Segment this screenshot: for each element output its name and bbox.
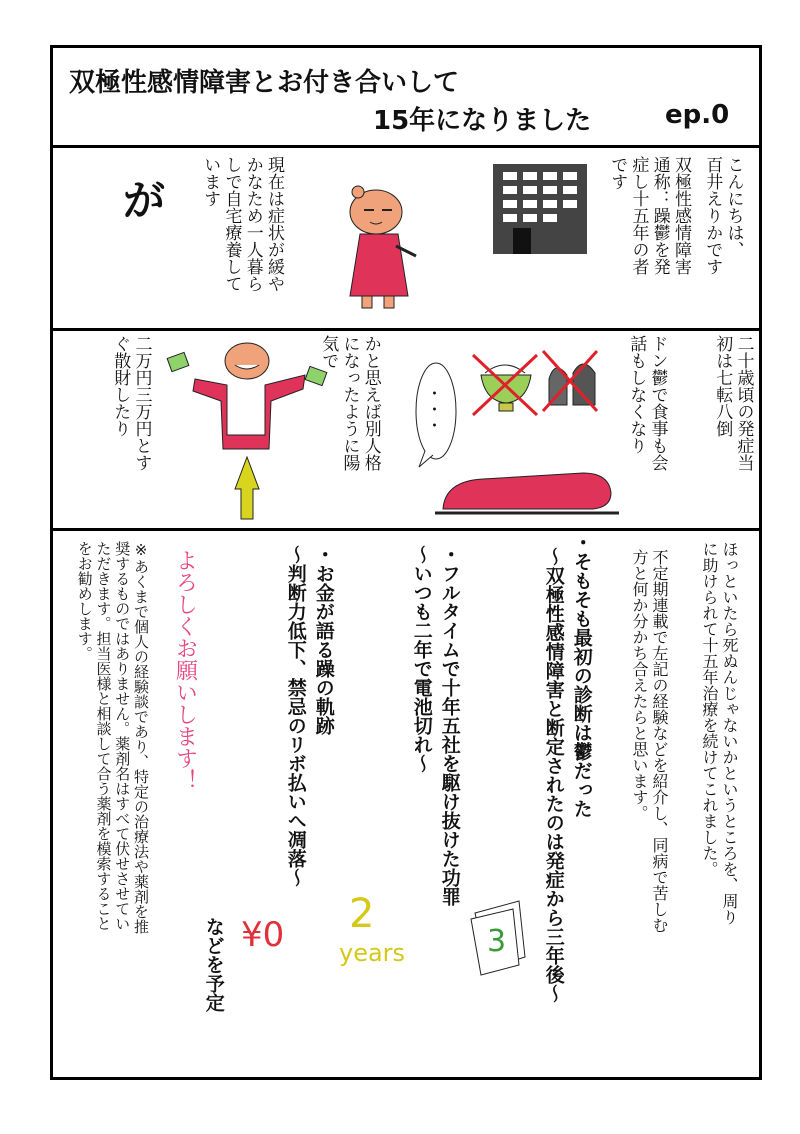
calendar-illustration [465,899,529,979]
spending-character-illustration [165,339,345,529]
panel-history [53,331,759,531]
survived-text: ほっといたら死ぬんじゃないかというところを、周り に助けられて十五年治療を続けてこれました。 [700,541,739,925]
spending-text: 二万円三万円とす ぐ散財したり [110,335,152,471]
panel-intro [53,148,759,331]
episode-label: ep.0 [665,100,730,130]
onset-text: 二十歳頃の発症当 初は七転八倒 [712,335,754,471]
title-line-2: 15年になりました [373,106,592,136]
mania-text: かと思えば別人格 になったように陽 気で [318,335,381,471]
years-number: 2 [349,891,375,937]
plan-text: 不定期連載で左記の経験などを紹介し、同病で苦しむ 方と何か分かち合えたらと思います。 [630,549,669,933]
topic-3-subtitle: 〜判断力低下、禁忌のリボ払いへ凋落〜 [284,545,307,887]
disclaimer-text: ※あくまで個人の経験談であり、特定の治療法や薬剤を推 奨するものではありません。薬剤名はすべて伏せさせてい ただきます。担当医様と相談して合う薬剤を模索すること をお勧めします。 [75,541,150,934]
topic-1-subtitle: 〜双極性感情障害と断定されたのは発症から三年後〜 [542,547,565,1003]
lying-figure-illustration [431,469,621,529]
current-status-text: 現在は症状が緩や かなため一人暮ら しで自宅療養して います [200,156,284,292]
building-illustration [491,162,591,258]
title-panel [53,48,759,148]
title-line-1: 双極性感情障害とお付き合いして [69,68,460,98]
calendar-number: 3 [487,924,507,959]
depression-text: ドン鬱で食事も会 話もしなくなり [626,335,668,471]
panel-plan [53,531,759,1077]
comic-page [50,45,762,1080]
intro-text: こんにちは、 百井えりかです [702,156,744,275]
topic-3-title: ・お金が語る躁の軌跡 [312,545,335,735]
closing-greeting: よろしくお願いします！ [172,549,198,791]
people-crossed-illustration [541,349,601,415]
disorder-description: 双極性感情障害 通称：躁鬱を発 症し十五年の者 です [607,156,691,275]
years-word: years [339,939,406,967]
silence-dots: ・・・ [424,385,443,433]
character-illustration [338,184,428,314]
etc-planned-text: などを予定 [202,917,225,1012]
topic-2-title: ・フルタイムで十年五社を駆け抜けた功罪 [438,545,461,906]
particle-ga: が [123,176,166,225]
topic-1-title: ・そもそも最初の診断は鬱だった [570,533,593,818]
yen-zero: ¥0 [241,915,285,955]
topic-2-subtitle: 〜いつも二年で電池切れ〜 [410,545,433,773]
rice-bowl-crossed-illustration [471,353,541,419]
